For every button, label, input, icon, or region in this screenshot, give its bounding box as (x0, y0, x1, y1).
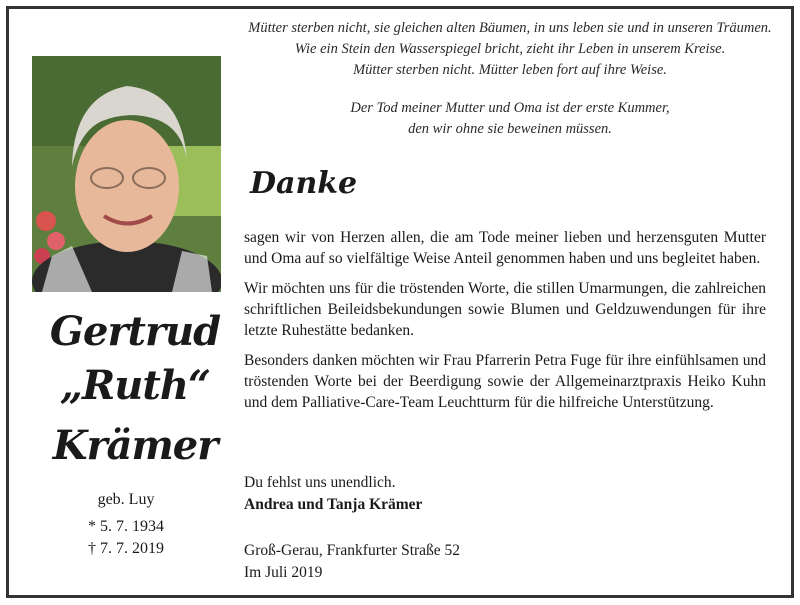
poem-line: Wie ein Stein den Wasserspiegel bricht, zieht ihr Leben in unserem Kreise. (294, 41, 726, 57)
paragraph: Wir möchten uns für die tröstenden Worte, die stillen Umarmungen, die zahlreichen schriftlichen Beileidsbekundungen sowie Blumen und Geldzuwendungen für ihre letzte Ruhestätte bedanken. (244, 280, 766, 339)
deceased-nickname: „Ruth“ (60, 362, 210, 409)
deceased-first-name: Gertrud (49, 308, 221, 355)
birth-date: * 5. 7. 1934 (88, 518, 164, 535)
address-block (244, 540, 460, 584)
address-place: Groß-Gerau, Frankfurter Straße 52 (244, 542, 461, 559)
paragraph: sagen wir von Herzen allen, die am Tode meiner lieben und herzensguten Mutter und Oma auf so vielfältige Weise Anteil genommen haben und uns begleitet haben. (244, 229, 766, 267)
poem (230, 18, 790, 140)
death-date: † 7. 7. 2019 (88, 540, 164, 557)
thanks-heading: Danke (250, 166, 358, 201)
poem-line: Mütter sterben nicht. Mütter leben fort auf ihre Weise. (353, 62, 667, 78)
maiden-name: geb. Luy (97, 491, 155, 508)
deceased-last-name: Krämer (52, 422, 218, 469)
poem-line: Der Tod meiner Mutter und Oma ist der erste Kummer, (350, 100, 670, 116)
thanks-text (244, 227, 766, 422)
paragraph: Besonders danken möchten wir Frau Pfarrerin Petra Fuge für ihre einfühlsamen und tröstenden Worte bei der Beerdigung sowie der Allgemeinarztpraxis Heiko Kuhn und dem Palliative-Care-Team Leuchtturm für die hilfreiche Unterstützung. (244, 352, 766, 411)
portrait-photo (32, 56, 221, 292)
closing-line: Du fehlst uns unendlich. (244, 474, 396, 491)
poem-line: den wir ohne sie beweinen müssen. (408, 121, 612, 137)
signers: Andrea und Tanja Krämer (244, 496, 423, 513)
address-date: Im Juli 2019 (244, 564, 323, 581)
closing (244, 472, 422, 516)
poem-line: Mütter sterben nicht, sie gleichen alten Bäumen, in uns leben sie und in unseren Träumen. (248, 20, 772, 36)
